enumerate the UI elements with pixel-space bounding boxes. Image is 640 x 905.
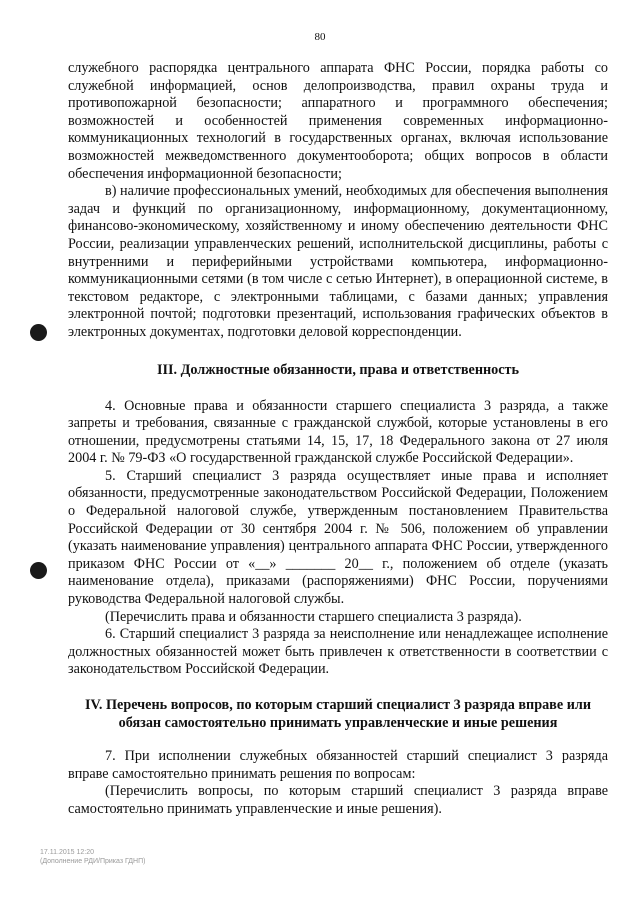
page-number: 80 (314, 31, 326, 43)
section-3-heading: III. Должностные обязанности, права и ответственность (156, 361, 520, 378)
paragraph-continuation: служебного распорядка центрального аппарата ФНС России, порядка работы со служебной информацией, основ делопроизводства, правил охраны труда и противопожарной безопасности; аппаратного и программного обеспечения; возможностей и особенностей применения современных информационно-коммуникационных технологий в государственных органах, включая использование возможностей межведомственного документооборота; общих вопросов в области обеспечения информационной безопасности; (68, 60, 608, 182)
document-body (68, 60, 608, 818)
paragraph-5-note: (Перечислить права и обязанности старшего специалиста 3 разряда). (105, 608, 522, 625)
hole-punch-bottom (30, 562, 47, 579)
paragraph-item-v: в) наличие профессиональных умений, необходимых для обеспечения выполнения задач и функций по организационному, информационному, документационному, финансово-экономическому, хозяйственному и иному обеспечению деятельности ФНС России, реализации управленческих решений, исполнительской дисциплины, работы с внутренними и периферийными устройствами компьютера, информационно-коммуникационными сетями (в том числе с сетью Интернет), в операционной системе, в текстовом редакторе, с электронными таблицами, с базами данных; управления электронной почтой; подготовки презентаций, использования графических объектов в электронных документах, подготовки деловой корреспонденции. (68, 183, 608, 340)
paragraph-7: 7. При исполнении служебных обязанностей старший специалист 3 разряда вправе самостоятельно принимать решения по вопросам: (68, 748, 608, 782)
paragraph-6: 6. Старший специалист 3 разряда за неисполнение или ненадлежащее исполнение должностных обязанностей может быть привлечен к ответственности в соответствии с законодательством Российской Федерации. (68, 626, 608, 678)
paragraph-4: 4. Основные права и обязанности старшего специалиста 3 разряда, а также запреты и требования, связанные с гражданской службой, которые установлены в его отношении, предусмотрены статьями 14, 15, 17, 18 Федерального закона от 27 июля 2004 г. № 79-ФЗ «О государственной гражданской службе Российской Федерации». (68, 397, 608, 467)
hole-punch-top (30, 324, 47, 341)
footer-stamp (40, 848, 145, 866)
paragraph-7-note: (Перечислить вопросы, по которым старший специалист 3 разряда вправе самостоятельно принимать управленческие и иные решения). (68, 783, 608, 817)
section-4-heading: IV. Перечень вопросов, по которым старший специалист 3 разряда вправе или обязан самостоятельно принимать управленческие и иные решения (84, 697, 592, 731)
paragraph-5: 5. Старший специалист 3 разряда осуществляет иные права и исполняет обязанности, предусмотренные законодательством Российской Федерации, Положением о Федеральной налоговой службе, утвержденным постановлением Правительства Российской Федерации от 30 сентября 2004 г. № 506, положением об управлении (указать наименование управления) центрального аппарата ФНС России, утвержденного приказом ФНС России от «__» _______ 20__ г., положением об отделе (указать наименование отдела), приказами (распоряжениями) ФНС России, поручениями руководства Федеральной налоговой службы. (68, 467, 608, 608)
footer-stamp-line-2: (Дополнение РДИ/Приказ ГДНП) (40, 858, 146, 865)
footer-stamp-line-1: 17.11.2015 12:20 (40, 849, 94, 856)
